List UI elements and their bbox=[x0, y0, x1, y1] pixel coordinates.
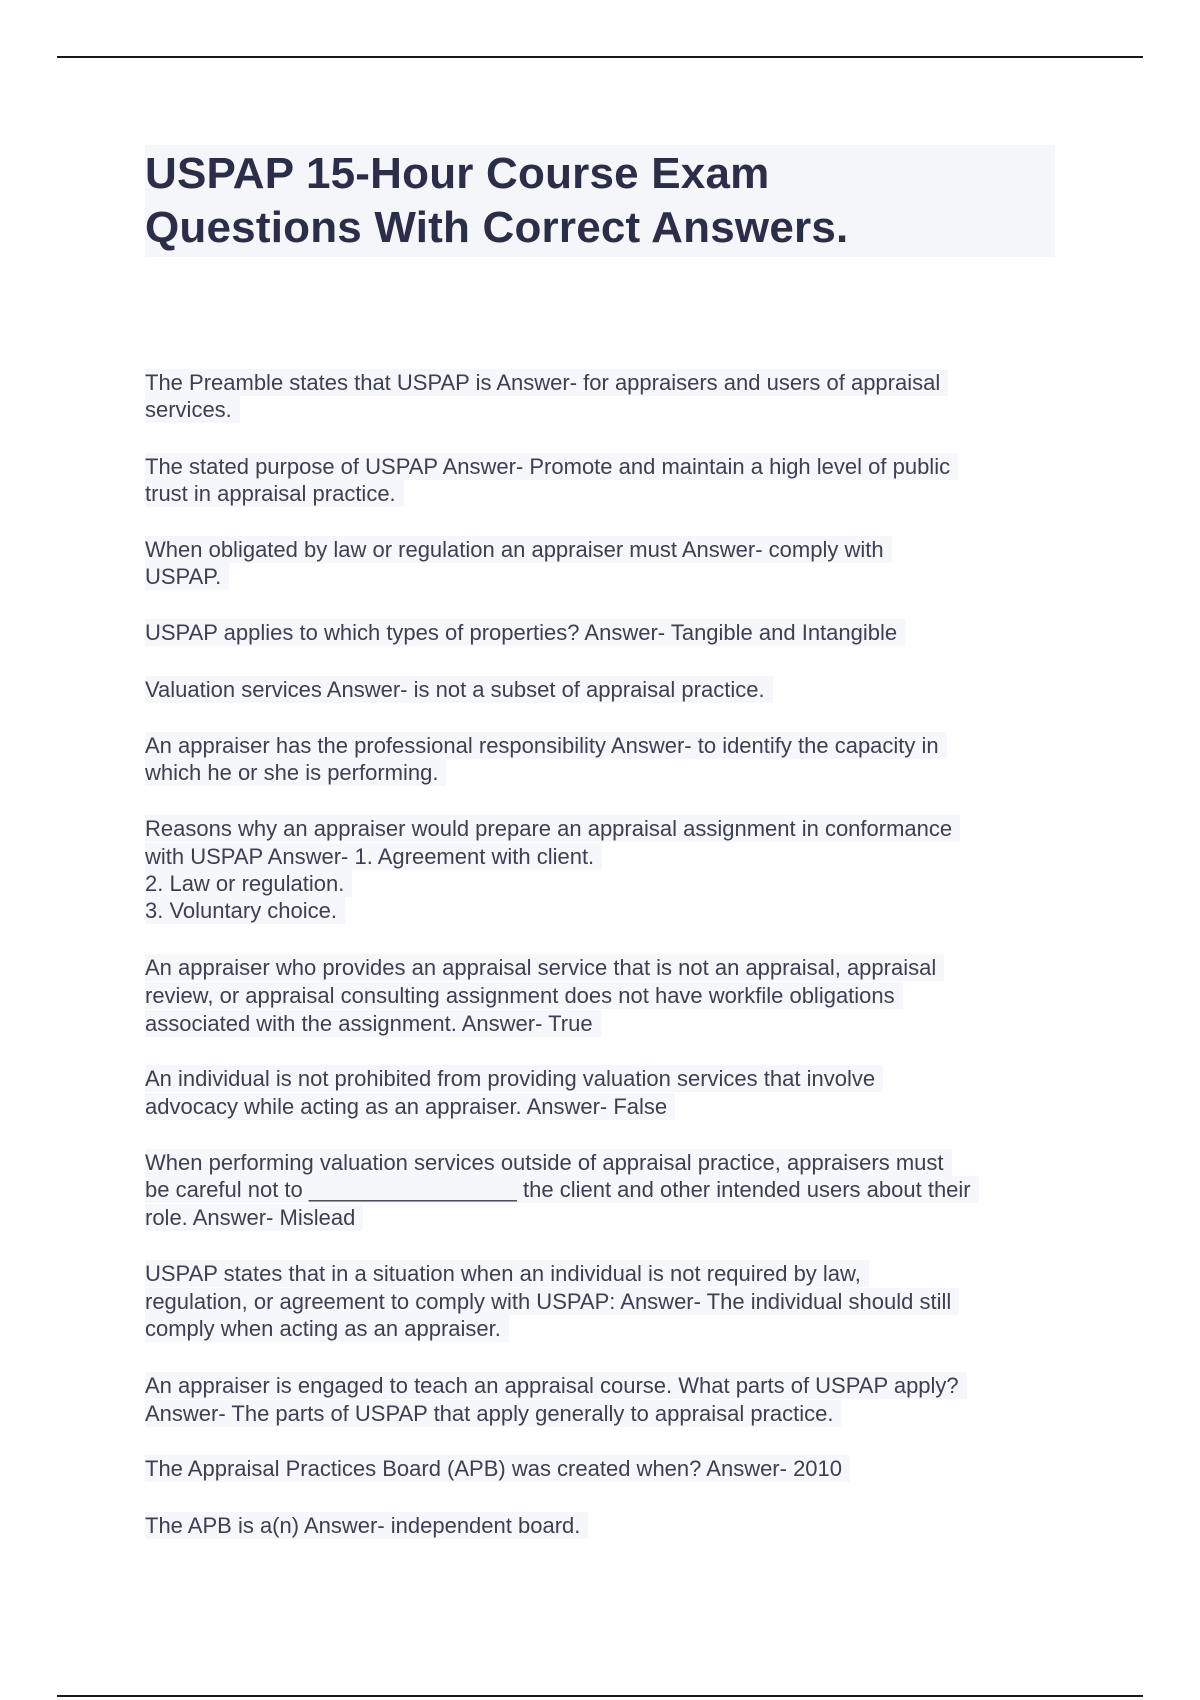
qa-9-line-2: advocacy while acting as an appraiser. Answer- False bbox=[145, 1093, 675, 1120]
top-rule bbox=[57, 56, 1143, 58]
qa-10-line-3: role. Answer- Mislead bbox=[145, 1204, 363, 1231]
title-line-2: Questions With Correct Answers. bbox=[145, 203, 849, 252]
bottom-rule bbox=[57, 1695, 1143, 1697]
qa-5-line-1: Valuation services Answer- is not a subset of appraisal practice. bbox=[145, 676, 773, 703]
qa-1-line-1: The Preamble states that USPAP is Answer- for appraisers and users of appraisal bbox=[145, 369, 948, 396]
qa-7-line-4: 3. Voluntary choice. bbox=[145, 897, 345, 924]
qa-6-line-2: which he or she is performing. bbox=[145, 759, 446, 786]
qa-7-line-1: Reasons why an appraiser would prepare an appraisal assignment in conformance bbox=[145, 815, 960, 842]
qa-7-line-2: with USPAP Answer- 1. Agreement with client. bbox=[145, 843, 602, 870]
qa-9-line-1: An individual is not prohibited from providing valuation services that involve bbox=[145, 1065, 883, 1092]
qa-8-line-2: review, or appraisal consulting assignment does not have workfile obligations bbox=[145, 982, 903, 1009]
qa-2-line-2: trust in appraisal practice. bbox=[145, 480, 404, 507]
qa-3-line-1: When obligated by law or regulation an appraiser must Answer- comply with bbox=[145, 536, 892, 563]
qa-14-line-1: The APB is a(n) Answer- independent board. bbox=[145, 1512, 588, 1539]
qa-11-line-3: comply when acting as an appraiser. bbox=[145, 1315, 509, 1342]
qa-6-line-1: An appraiser has the professional responsibility Answer- to identify the capacity in bbox=[145, 732, 947, 759]
qa-3-line-2: USPAP. bbox=[145, 563, 229, 590]
qa-7-line-3: 2. Law or regulation. bbox=[145, 870, 352, 897]
title-line-1: USPAP 15-Hour Course Exam bbox=[145, 149, 770, 198]
qa-4-line-1: USPAP applies to which types of properties? Answer- Tangible and Intangible bbox=[145, 619, 905, 646]
qa-10-line-1: When performing valuation services outside of appraisal practice, appraisers must bbox=[145, 1149, 952, 1176]
qa-10-line-2: be careful not to _________________ the client and other intended users about their bbox=[145, 1176, 979, 1203]
qa-13-line-1: The Appraisal Practices Board (APB) was created when? Answer- 2010 bbox=[145, 1455, 850, 1482]
qa-8-line-3: associated with the assignment. Answer- True bbox=[145, 1010, 601, 1037]
qa-8-line-1: An appraiser who provides an appraisal service that is not an appraisal, appraisal bbox=[145, 954, 944, 981]
qa-11-line-2: regulation, or agreement to comply with USPAP: Answer- The individual should still bbox=[145, 1288, 959, 1315]
qa-11-line-1: USPAP states that in a situation when an individual is not required by law, bbox=[145, 1260, 869, 1287]
qa-12-line-2: Answer- The parts of USPAP that apply generally to appraisal practice. bbox=[145, 1400, 841, 1427]
document-title bbox=[145, 145, 1055, 257]
qa-12-line-1: An appraiser is engaged to teach an appraisal course. What parts of USPAP apply? bbox=[145, 1372, 967, 1399]
qa-2-line-1: The stated purpose of USPAP Answer- Promote and maintain a high level of public bbox=[145, 453, 958, 480]
qa-1-line-2: services. bbox=[145, 396, 240, 423]
